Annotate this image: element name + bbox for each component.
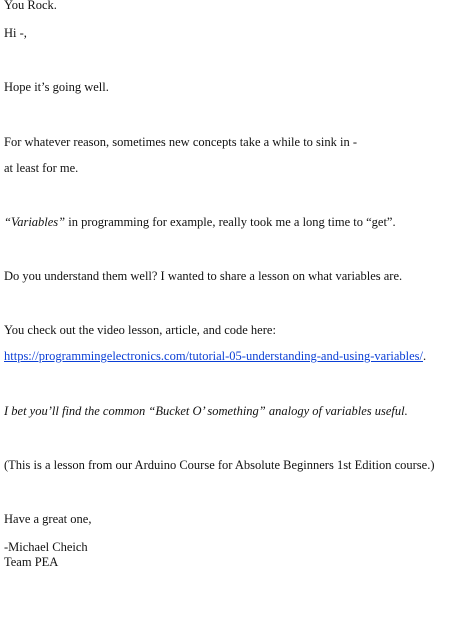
hope-line: Hope it’s going well. — [4, 80, 109, 94]
tutorial-link-line — [4, 349, 426, 364]
top-line: You Rock. — [4, 0, 57, 12]
tutorial-link[interactable]: https://programmingelectronics.com/tutorial-05-understanding-and-using-variables/ — [4, 349, 423, 363]
concepts-line-2: at least for me. — [4, 161, 79, 175]
check-out-line: You check out the video lesson, article, and code here: — [4, 323, 276, 337]
signoff: Have a great one, — [4, 512, 92, 526]
variables-line — [4, 215, 396, 230]
question-line: Do you understand them well? I wanted to share a lesson on what variables are. — [4, 269, 403, 283]
course-note: (This is a lesson from our Arduino Course for Absolute Beginners 1st Edition course.) — [4, 458, 435, 472]
greeting: Hi -, — [4, 26, 27, 40]
variables-rest: in programming for example, really took me a long time to “get”. — [65, 215, 396, 229]
concepts-line-1: For whatever reason, sometimes new concepts take a while to sink in - — [4, 135, 358, 149]
signature-name: -Michael Cheich — [4, 540, 88, 554]
link-suffix: . — [423, 349, 427, 363]
signature-team: Team PEA — [4, 555, 59, 569]
variables-italic: “Variables” — [4, 215, 66, 229]
bucket-line: I bet you’ll find the common “Bucket O’ something” analogy of variables useful. — [4, 404, 408, 418]
